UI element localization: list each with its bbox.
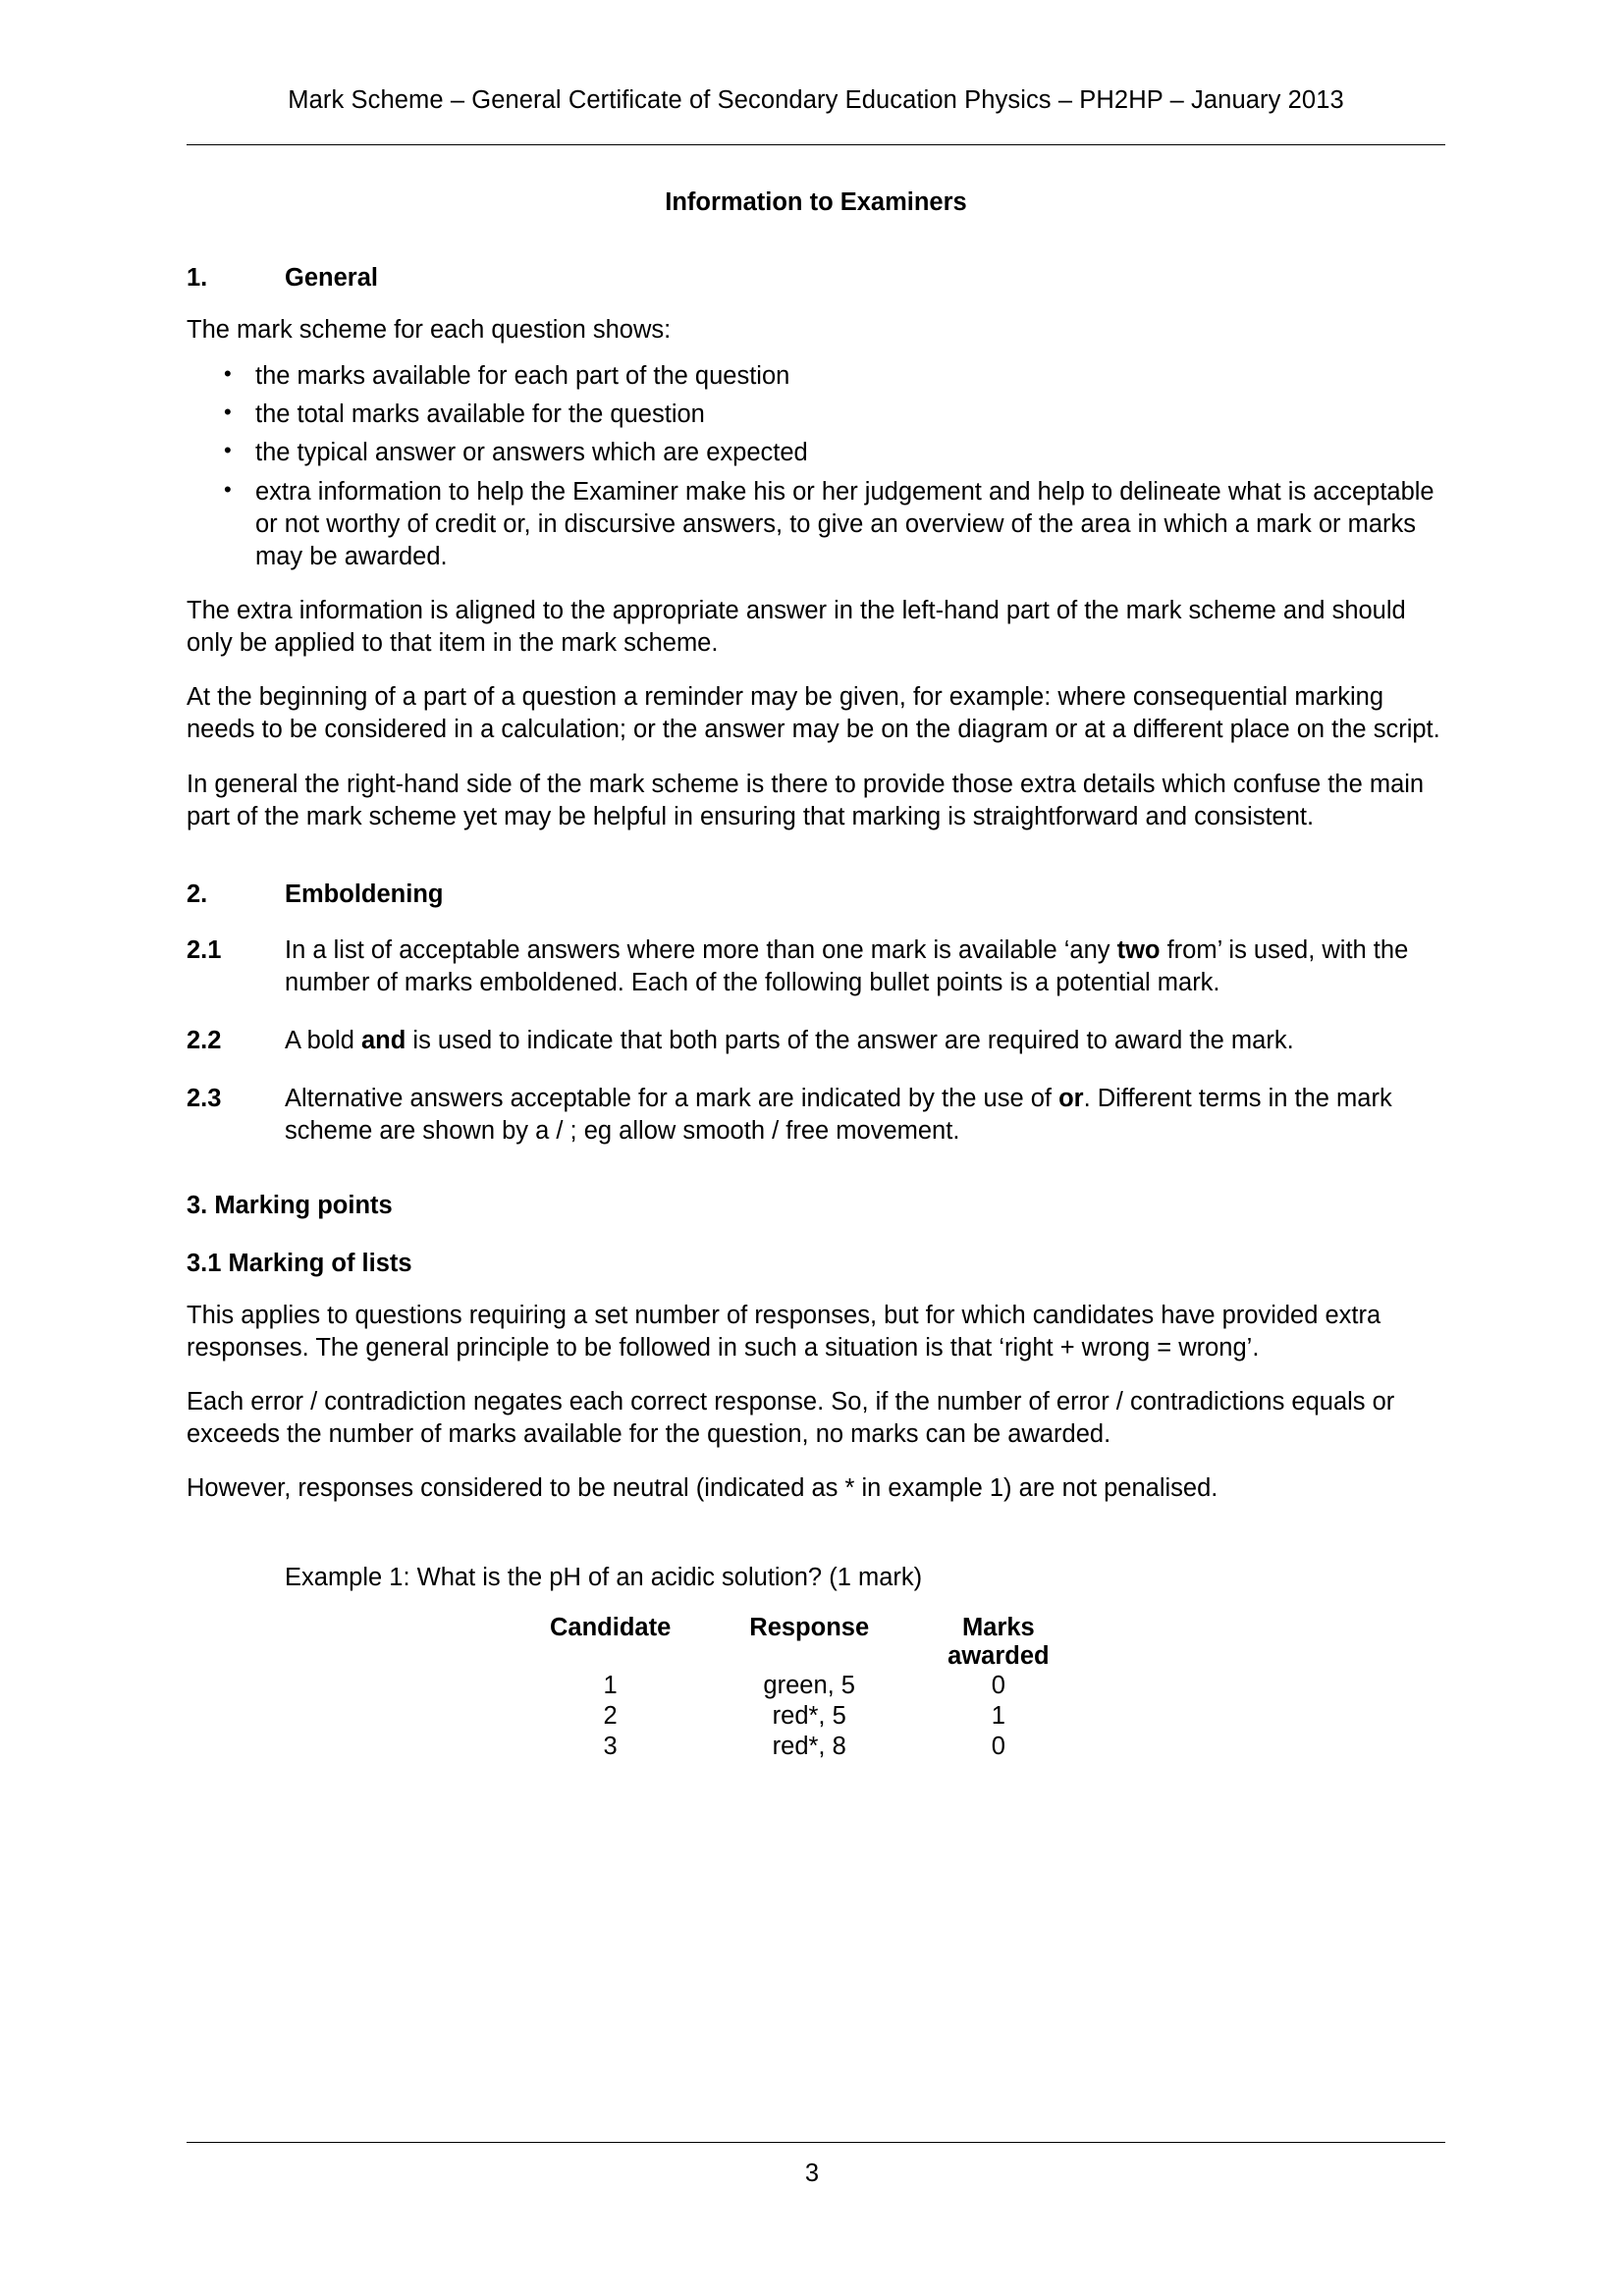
item-text-before: Alternative answers acceptable for a mark are indicated by the use of <box>285 1085 1059 1113</box>
item-number: 2.3 <box>187 1085 222 1113</box>
item-number: 2.2 <box>187 1027 222 1055</box>
column-header-marks <box>908 1614 1088 1671</box>
section-1-bullet-list <box>187 360 1445 573</box>
cell-candidate: 3 <box>603 1733 618 1761</box>
item-text-bold: or <box>1058 1085 1084 1113</box>
section-2-item-2-1 <box>187 934 1445 999</box>
column-header-candidate: Candidate <box>550 1614 672 1642</box>
item-text-bold: two <box>1116 935 1161 964</box>
section-1-paragraph: In general the right-hand side of the mark scheme is there to provide those extra details which confuse the main part of the mark scheme yet may be helpful in ensuring that marking is straightforward and consistent. <box>187 770 1425 830</box>
item-text-before: A bold <box>285 1027 361 1055</box>
section-2-heading <box>187 881 1445 909</box>
section-1-number: 1. <box>187 264 208 292</box>
section-3-paragraph: This applies to questions requiring a set number of responses, but for which candidates have provided extra responses. The general principle to be followed in such a situation is that ‘right + wrong = wrong’. <box>187 1301 1381 1362</box>
page-title: Information to Examiners <box>665 188 967 216</box>
section-1-paragraph: The extra information is aligned to the appropriate answer in the left-hand part of the mark scheme and should only be applied to that item in the mark scheme. <box>187 596 1406 658</box>
item-text-after: . Different terms in the mark scheme are shown by a / ; eg allow smooth / free movement. <box>285 1085 1392 1146</box>
section-3-heading: 3. Marking points <box>187 1191 393 1219</box>
item-text-after: is used to indicate that both parts of the answer are required to award the mark. <box>406 1027 1294 1055</box>
section-3-paragraph: However, responses considered to be neutral (indicated as * in example 1) are not penalised. <box>187 1474 1218 1503</box>
item-text-after: from’ is used, with the number of marks emboldened. Each of the following bullet points is a potential mark. <box>285 935 1409 996</box>
table-row <box>511 1671 1089 1701</box>
table-header-row <box>511 1614 1089 1671</box>
cell-response: red*, 5 <box>772 1702 846 1731</box>
section-3-1-heading: 3.1 Marking of lists <box>187 1249 412 1277</box>
item-text <box>285 934 1445 999</box>
section-1-label: General <box>285 264 378 292</box>
column-header-response: Response <box>749 1614 870 1642</box>
footer-divider <box>187 2142 1445 2143</box>
section-2-item-2-3 <box>187 1083 1445 1148</box>
section-1-intro: The mark scheme for each question shows: <box>187 316 672 344</box>
item-text-before: In a list of acceptable answers where more than one mark is available ‘any <box>285 935 1117 964</box>
list-item: • the marks available for each part of the question <box>187 360 1445 393</box>
column-header-marks-line2: awarded <box>947 1642 1050 1671</box>
section-2-item-2-2 <box>187 1025 1445 1057</box>
section-1-heading <box>187 264 1445 293</box>
list-item: • the total marks available for the question <box>187 399 1445 431</box>
cell-marks: 0 <box>991 1672 1005 1700</box>
table-row <box>511 1701 1089 1732</box>
cell-response: green, 5 <box>763 1672 855 1700</box>
table-row <box>511 1732 1089 1762</box>
example-table <box>511 1614 1089 1762</box>
section-3-paragraph: Each error / contradiction negates each correct response. So, if the number of error / contradictions equals or exceeds the number of marks available for the question, no marks can be awarded. <box>187 1387 1395 1448</box>
page-number: 3 <box>804 2160 820 2187</box>
cell-marks: 0 <box>991 1733 1005 1761</box>
example-caption: Example 1: What is the pH of an acidic solution? (1 mark) <box>285 1564 923 1592</box>
header-divider <box>187 144 1445 145</box>
running-header: Mark Scheme – General Certificate of Secondary Education Physics – PH2HP – January 2013 <box>288 86 1344 114</box>
page-content <box>187 0 1445 1762</box>
section-1-paragraph: At the beginning of a part of a question a reminder may be given, for example: where consequential marking needs to be considered in a calculation; or the answer may be on the diagram or at a different place on the script. <box>187 683 1440 744</box>
cell-marks: 1 <box>991 1702 1005 1731</box>
cell-response: red*, 8 <box>772 1733 846 1761</box>
column-header-marks-line1: Marks <box>962 1614 1035 1642</box>
item-text <box>285 1083 1445 1148</box>
item-text <box>285 1025 1445 1057</box>
cell-candidate: 2 <box>603 1702 618 1731</box>
section-2-label: Emboldening <box>285 880 444 908</box>
cell-candidate: 1 <box>603 1672 618 1700</box>
item-text-bold: and <box>360 1027 406 1055</box>
list-item: • the typical answer or answers which are expected <box>187 437 1445 469</box>
list-item: • extra information to help the Examiner make his or her judgement and help to delineate what is acceptable or not worthy of credit or, in discursive answers, to give an overview of the area in which a mark or marks may be awarded. <box>187 476 1445 573</box>
section-2-number: 2. <box>187 880 208 908</box>
item-number: 2.1 <box>187 935 222 964</box>
